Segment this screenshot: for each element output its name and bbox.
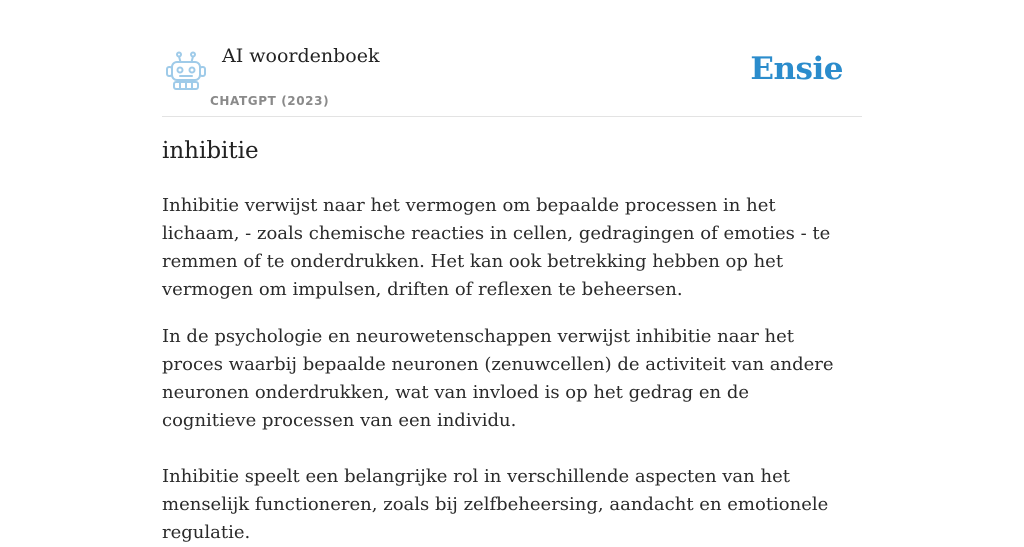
definition-paragraph: Inhibitie speelt een belangrijke rol in verschillende aspecten van het menselijk functioneren, zoals bij zelfbeheersing, aandacht en emotionele regulatie.	[162, 466, 829, 543]
definition-paragraph: In de psychologie en neurowetenschappen verwijst inhibitie naar het proces waarbij bepaalde neuronen (zenuwcellen) de activiteit van andere neuronen onderdrukken, wat van invloed is op het gedrag en de cognitieve processen van een individu.	[162, 326, 834, 431]
brand-logo[interactable]: Ensie	[750, 51, 843, 87]
source-meta: CHATGPT (2023)	[210, 94, 330, 108]
page	[162, 0, 862, 543]
entry-term: inhibitie	[162, 138, 259, 164]
robot-icon	[165, 51, 207, 91]
definition-paragraph: Inhibitie verwijst naar het vermogen om bepaalde processen in het lichaam, - zoals chemische reacties in cellen, gedragingen of emoties - te remmen of te onderdrukken. Het kan ook betrekking hebben op het vermogen om impulsen, driften of reflexen te beheersen.	[162, 195, 831, 300]
entry-definition	[162, 192, 862, 547]
source-name[interactable]: AI woordenboek	[222, 45, 380, 67]
entry-header	[162, 0, 862, 117]
